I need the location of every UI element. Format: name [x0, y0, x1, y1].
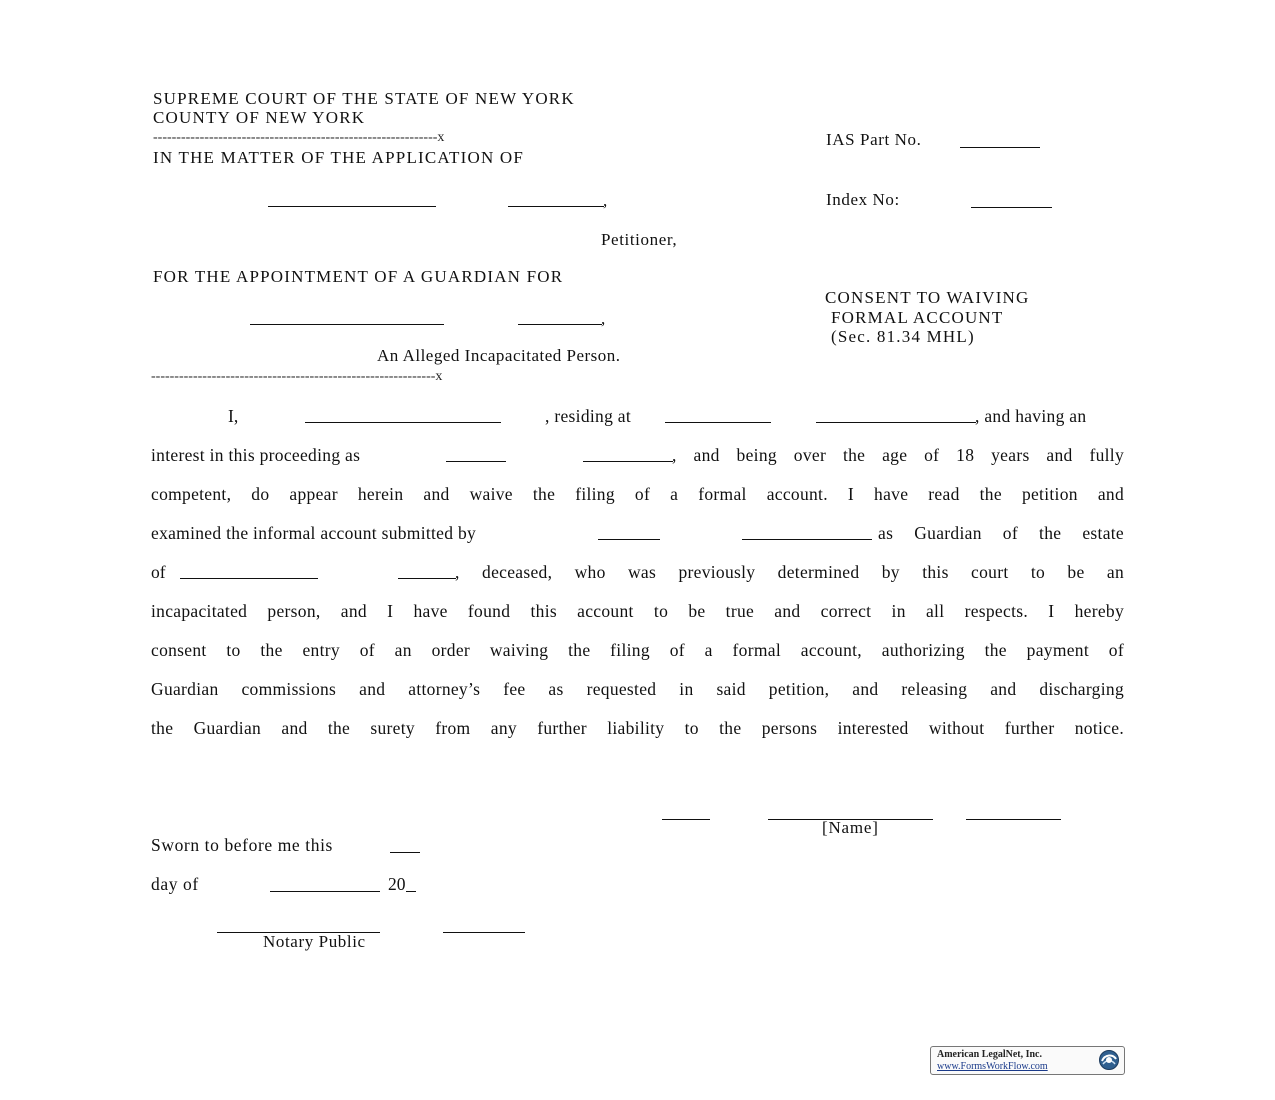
ias-part-blank[interactable]	[960, 133, 1040, 148]
submitted-by-blank-2[interactable]	[742, 525, 872, 540]
separator-bottom: -------------------------------------------------------------x	[151, 369, 443, 384]
body-l2-age: , and being over the age of 18 years and fully	[672, 445, 1124, 465]
american-legalnet-logo[interactable]	[930, 1046, 1125, 1075]
aip-label: An Alleged Incapacitated Person.	[377, 346, 621, 365]
signature-blank-1[interactable]	[662, 805, 710, 820]
notary-signature-blank-2[interactable]	[443, 918, 525, 933]
petitioner-name-blank-2[interactable]	[508, 192, 604, 207]
court-name: SUPREME COURT OF THE STATE OF NEW YORK	[153, 89, 575, 108]
statute-reference: (Sec. 81.34 MHL)	[831, 327, 975, 346]
logo-url[interactable]: www.FormsWorkFlow.com	[937, 1061, 1048, 1072]
separator-top: -------------------------------------------------------------x	[153, 130, 445, 145]
body-line-6: incapacitated person, and I have found this account to be true and correct in all respects. I hereby	[151, 601, 1124, 621]
body-line-8: Guardian commissions and attorney’s fee as requested in said petition, and releasing and discharging	[151, 679, 1124, 699]
name-label: [Name]	[822, 818, 879, 837]
interest-blank-1[interactable]	[446, 447, 506, 462]
body-line-7: consent to the entry of an order waiving the filing of a formal account, authorizing the payment of	[151, 640, 1124, 660]
aip-name-blank[interactable]	[250, 310, 444, 325]
comma-2: ,	[601, 309, 607, 328]
body-l2-interest: interest in this proceeding as	[151, 445, 361, 465]
deceased-name-blank-2[interactable]	[398, 564, 456, 579]
sworn-day-blank[interactable]	[390, 838, 420, 853]
index-no-blank[interactable]	[971, 193, 1052, 208]
body-l4-examined: examined the informal account submitted by	[151, 523, 477, 543]
comma: ,	[603, 191, 609, 210]
body-line-3: competent, do appear herein and waive the filing of a formal account. I have read the petition and	[151, 484, 1124, 504]
body-l5-deceased: , deceased, who was previously determined by this court to be an	[455, 562, 1124, 582]
logo-company: American LegalNet, Inc.	[937, 1049, 1042, 1060]
address-blank-2[interactable]	[816, 408, 976, 423]
document-title-line2: FORMAL ACCOUNT	[831, 308, 1004, 327]
body-l4-guardian: as Guardian of the estate	[878, 523, 1124, 543]
aip-name-blank-2[interactable]	[518, 310, 602, 325]
month-blank[interactable]	[270, 877, 380, 892]
county-name: COUNTY OF NEW YORK	[153, 108, 366, 127]
petitioner-label: Petitioner,	[601, 230, 678, 249]
body-l1-having: , and having an	[975, 406, 1087, 426]
body-l1-residing: , residing at	[545, 406, 632, 426]
submitted-by-blank-1[interactable]	[598, 525, 660, 540]
document-title-line1: CONSENT TO WAIVING	[825, 288, 1030, 307]
notary-public-label: Notary Public	[263, 932, 366, 951]
globe-swirl-icon	[1098, 1049, 1120, 1071]
index-no-label: Index No:	[826, 190, 900, 209]
year-blank[interactable]	[406, 877, 416, 892]
appointment-line: FOR THE APPOINTMENT OF A GUARDIAN FOR	[153, 267, 564, 286]
signature-blank-3[interactable]	[966, 805, 1061, 820]
day-of-text: day of	[151, 874, 199, 894]
matter-line: IN THE MATTER OF THE APPLICATION OF	[153, 148, 525, 167]
year-prefix: 20	[388, 874, 406, 894]
deceased-name-blank-1[interactable]	[180, 564, 318, 579]
body-l5-of: of	[151, 562, 166, 582]
body-l1-i: I,	[228, 406, 239, 426]
sworn-text: Sworn to before me this	[151, 835, 333, 855]
ias-part-label: IAS Part No.	[826, 130, 922, 149]
address-blank-1[interactable]	[665, 408, 771, 423]
deponent-name-blank[interactable]	[305, 408, 501, 423]
notary-signature-blank-1[interactable]	[217, 918, 380, 933]
petitioner-name-blank[interactable]	[268, 192, 436, 207]
body-line-9: the Guardian and the surety from any further liability to the persons interested without further notice.	[151, 718, 1124, 738]
interest-blank-2[interactable]	[583, 447, 673, 462]
